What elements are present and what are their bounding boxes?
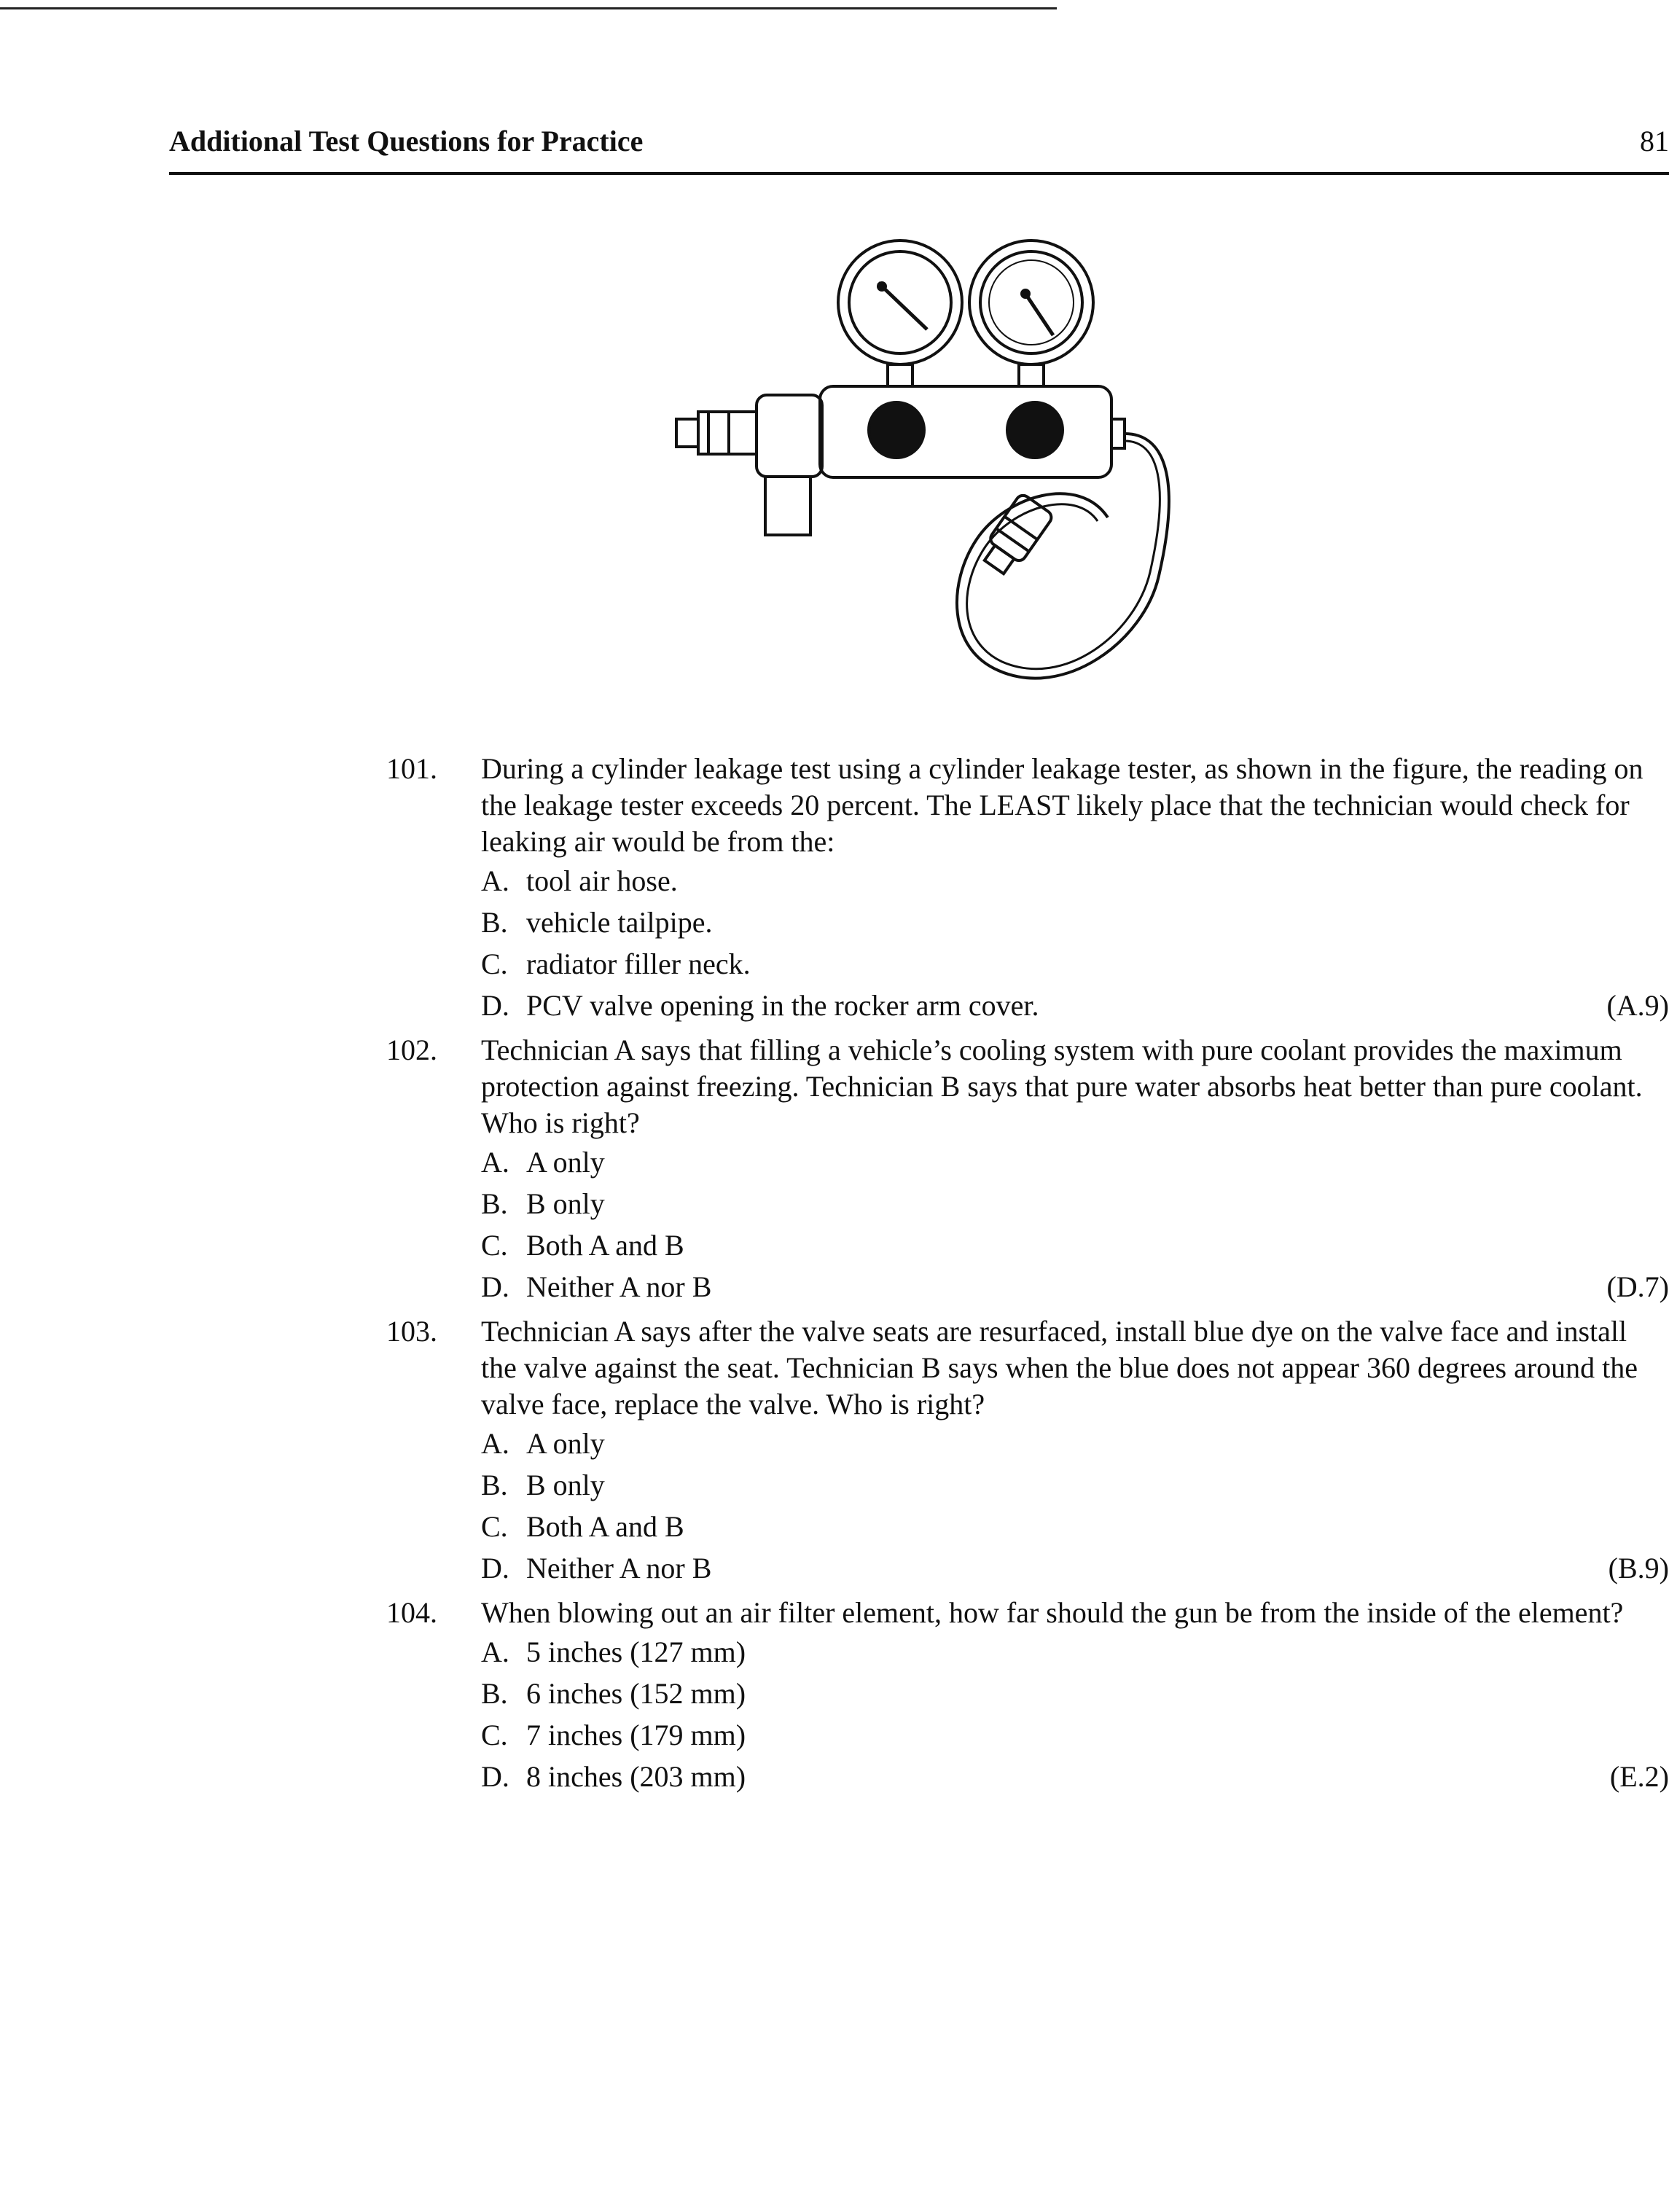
answer-option — [481, 943, 1669, 985]
question-103 — [386, 1313, 1669, 1589]
option-letter: B. — [481, 1187, 508, 1220]
option-text: 5 inches (127 mm) — [526, 1635, 746, 1668]
top-rule — [0, 7, 1057, 9]
option-letter: D. — [481, 1270, 509, 1303]
cylinder-leakage-tester-icon — [656, 233, 1181, 714]
option-text: 7 inches (179 mm) — [526, 1719, 746, 1751]
question-text: Technician A says that filling a vehicle’s cooling system with pure coolant provides the maximum protection against freezing. Technician B says that pure water absorbs heat better than pure coolant. Who is right? — [481, 1033, 1643, 1139]
answer-option — [481, 1266, 1669, 1308]
option-letter: C. — [481, 1719, 508, 1751]
option-letter: C. — [481, 947, 508, 980]
question-102 — [386, 1032, 1669, 1308]
answer-option — [481, 1756, 1669, 1797]
option-text: B only — [526, 1469, 605, 1501]
question-number: 102. — [386, 1033, 437, 1066]
option-letter: A. — [481, 1635, 509, 1668]
answer-option — [481, 1714, 1669, 1756]
answer-option — [481, 902, 1669, 943]
option-text: radiator filler neck. — [526, 947, 751, 980]
answer-option — [481, 1631, 1669, 1673]
option-letter: C. — [481, 1229, 508, 1262]
option-letter: C. — [481, 1510, 508, 1543]
option-text: PCV valve opening in the rocker arm cover. — [526, 989, 1039, 1022]
question-text: Technician A says after the valve seats are resurfaced, install blue dye on the valve face and install the valve against the seat. Technician B says when the blue does not appear 360 degrees around the valve face, replace the valve. Who is right? — [481, 1315, 1638, 1420]
page-number: 81 — [1640, 125, 1669, 157]
question-text: When blowing out an air filter element, how far should the gun be from the inside of the element? — [481, 1596, 1624, 1629]
option-text: tool air hose. — [526, 864, 678, 897]
answer-option — [481, 985, 1669, 1026]
task-reference: (E.2) — [1609, 1760, 1669, 1793]
question-text: During a cylinder leakage test using a cylinder leakage tester, as shown in the figure, the reading on the leakage tester exceeds 20 percent. The LEAST likely place that the technician would check for leaking air would be from the: — [481, 752, 1643, 858]
option-text: Both A and B — [526, 1229, 684, 1262]
option-letter: A. — [481, 864, 509, 897]
option-letter: B. — [481, 1469, 508, 1501]
answer-option — [481, 1547, 1669, 1589]
answer-option — [481, 1423, 1669, 1464]
question-101 — [386, 751, 1669, 1026]
option-text: B only — [526, 1187, 605, 1220]
option-letter: A. — [481, 1146, 509, 1179]
answer-option — [481, 1183, 1669, 1224]
option-text: vehicle tailpipe. — [526, 906, 713, 939]
option-letter: D. — [481, 989, 509, 1022]
option-text: 8 inches (203 mm) — [526, 1760, 746, 1793]
option-letter: D. — [481, 1760, 509, 1793]
option-text: 6 inches (152 mm) — [526, 1677, 746, 1710]
option-text: Neither A nor B — [526, 1270, 712, 1303]
answer-option — [481, 1224, 1669, 1266]
option-letter: B. — [481, 1677, 508, 1710]
task-reference: (B.9) — [1608, 1552, 1669, 1584]
question-number: 103. — [386, 1315, 437, 1348]
header-rule — [169, 172, 1669, 175]
option-text: A only — [526, 1427, 605, 1460]
cylinder-leakage-tester-figure — [656, 233, 1181, 714]
answer-option — [481, 1506, 1669, 1547]
task-reference: (D.7) — [1606, 1270, 1669, 1303]
answer-option — [481, 1673, 1669, 1714]
question-list — [386, 751, 1669, 1803]
page-title: Additional Test Questions for Practice — [169, 125, 644, 157]
answer-option — [481, 1141, 1669, 1183]
answer-option — [481, 1464, 1669, 1506]
question-104 — [386, 1595, 1669, 1797]
option-letter: A. — [481, 1427, 509, 1460]
answer-option — [481, 860, 1669, 902]
task-reference: (A.9) — [1606, 989, 1669, 1022]
option-letter: B. — [481, 906, 508, 939]
option-letter: D. — [481, 1552, 509, 1584]
option-text: Neither A nor B — [526, 1552, 712, 1584]
page-header — [169, 124, 1669, 168]
option-text: Both A and B — [526, 1510, 684, 1543]
question-number: 104. — [386, 1596, 437, 1629]
question-number: 101. — [386, 752, 437, 785]
option-text: A only — [526, 1146, 605, 1179]
